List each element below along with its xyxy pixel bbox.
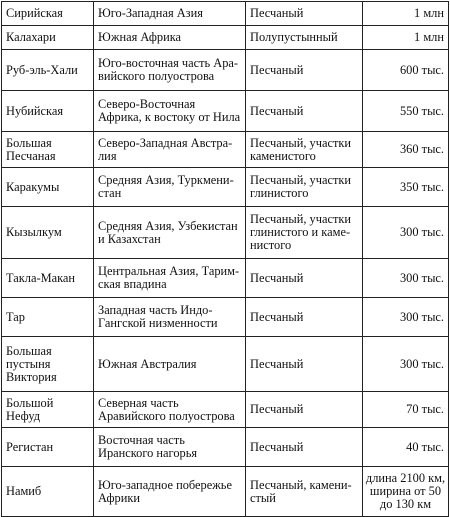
location-cell: Средняя Азия, Узбекистан и Казахстан <box>94 207 246 259</box>
desert-name-cell: Тар <box>2 298 94 337</box>
desert-name-cell: Большая пустыня Виктория <box>2 337 94 392</box>
area-cell: 300 тыс. <box>363 337 449 392</box>
location-cell: Южная Австралия <box>94 337 246 392</box>
desert-name-cell: Каракумы <box>2 168 94 207</box>
desert-name-cell: Руб-эль-Хали <box>2 50 94 91</box>
table-row <box>2 298 449 337</box>
table-row <box>2 26 449 50</box>
location-cell: Юго-Западная Азия <box>94 2 246 26</box>
desert-type-cell: Песчаный <box>246 392 363 428</box>
location-cell: Западная часть Индо-Гангской низменности <box>94 298 246 337</box>
desert-type-cell: Песчаный <box>246 337 363 392</box>
deserts-table <box>1 1 449 517</box>
table-row <box>2 428 449 467</box>
location-cell: Средняя Азия, Туркменистан <box>94 168 246 207</box>
desert-type-cell: Песчаный <box>246 91 363 132</box>
desert-name-cell: Калахари <box>2 26 94 50</box>
deserts-table-body <box>2 2 449 517</box>
location-cell: Южная Африка <box>94 26 246 50</box>
desert-type-cell: Песчаный <box>246 2 363 26</box>
desert-type-cell: Песчаный <box>246 298 363 337</box>
desert-name-cell: Кызылкум <box>2 207 94 259</box>
location-cell: Центральная Азия, Таримская впадина <box>94 259 246 298</box>
table-row <box>2 392 449 428</box>
table-row <box>2 2 449 26</box>
desert-name-cell: Большой Нефуд <box>2 392 94 428</box>
desert-name-cell: Нубийская <box>2 91 94 132</box>
location-cell: Северо-Восточная Африка, к востоку от Нила <box>94 91 246 132</box>
desert-type-cell: Песчаный <box>246 50 363 91</box>
desert-name-cell: Такла-Макан <box>2 259 94 298</box>
area-cell: 600 тыс. <box>363 50 449 91</box>
table-row <box>2 91 449 132</box>
area-cell: 300 тыс. <box>363 207 449 259</box>
desert-type-cell: Песчаный, каменистый <box>246 467 363 517</box>
area-cell: 300 тыс. <box>363 259 449 298</box>
desert-type-cell: Полупустынный <box>246 26 363 50</box>
area-cell: 1 млн <box>363 26 449 50</box>
table-row <box>2 337 449 392</box>
desert-type-cell: Песчаный, участки глинистого <box>246 168 363 207</box>
table-row <box>2 467 449 517</box>
table-row <box>2 50 449 91</box>
desert-name-cell: Сирийская <box>2 2 94 26</box>
location-cell: Юго-западное побережье Африки <box>94 467 246 517</box>
desert-type-cell: Песчаный <box>246 259 363 298</box>
location-cell: Северо-Западная Австралия <box>94 132 246 168</box>
table-row <box>2 132 449 168</box>
area-cell: 360 тыс. <box>363 132 449 168</box>
location-cell: Юго-восточная часть Аравийского полуострова <box>94 50 246 91</box>
area-cell: 300 тыс. <box>363 298 449 337</box>
area-cell: 70 тыс. <box>363 392 449 428</box>
table-row <box>2 207 449 259</box>
location-cell: Северная часть Аравийского полуострова <box>94 392 246 428</box>
table-row <box>2 259 449 298</box>
desert-name-cell: Регистан <box>2 428 94 467</box>
area-cell: 40 тыс. <box>363 428 449 467</box>
desert-type-cell: Песчаный, участки глинистого и каменистого <box>246 207 363 259</box>
location-cell: Восточная часть Иранского нагорья <box>94 428 246 467</box>
desert-type-cell: Песчаный, участки каменистого <box>246 132 363 168</box>
area-cell: 550 тыс. <box>363 91 449 132</box>
area-cell: 1 млн <box>363 2 449 26</box>
desert-name-cell: Намиб <box>2 467 94 517</box>
area-cell: длина 2100 км, ширина от 50 до 130 км <box>363 467 449 517</box>
table-row <box>2 168 449 207</box>
desert-type-cell: Песчаный <box>246 428 363 467</box>
desert-name-cell: Большая Песчаная <box>2 132 94 168</box>
area-cell: 350 тыс. <box>363 168 449 207</box>
